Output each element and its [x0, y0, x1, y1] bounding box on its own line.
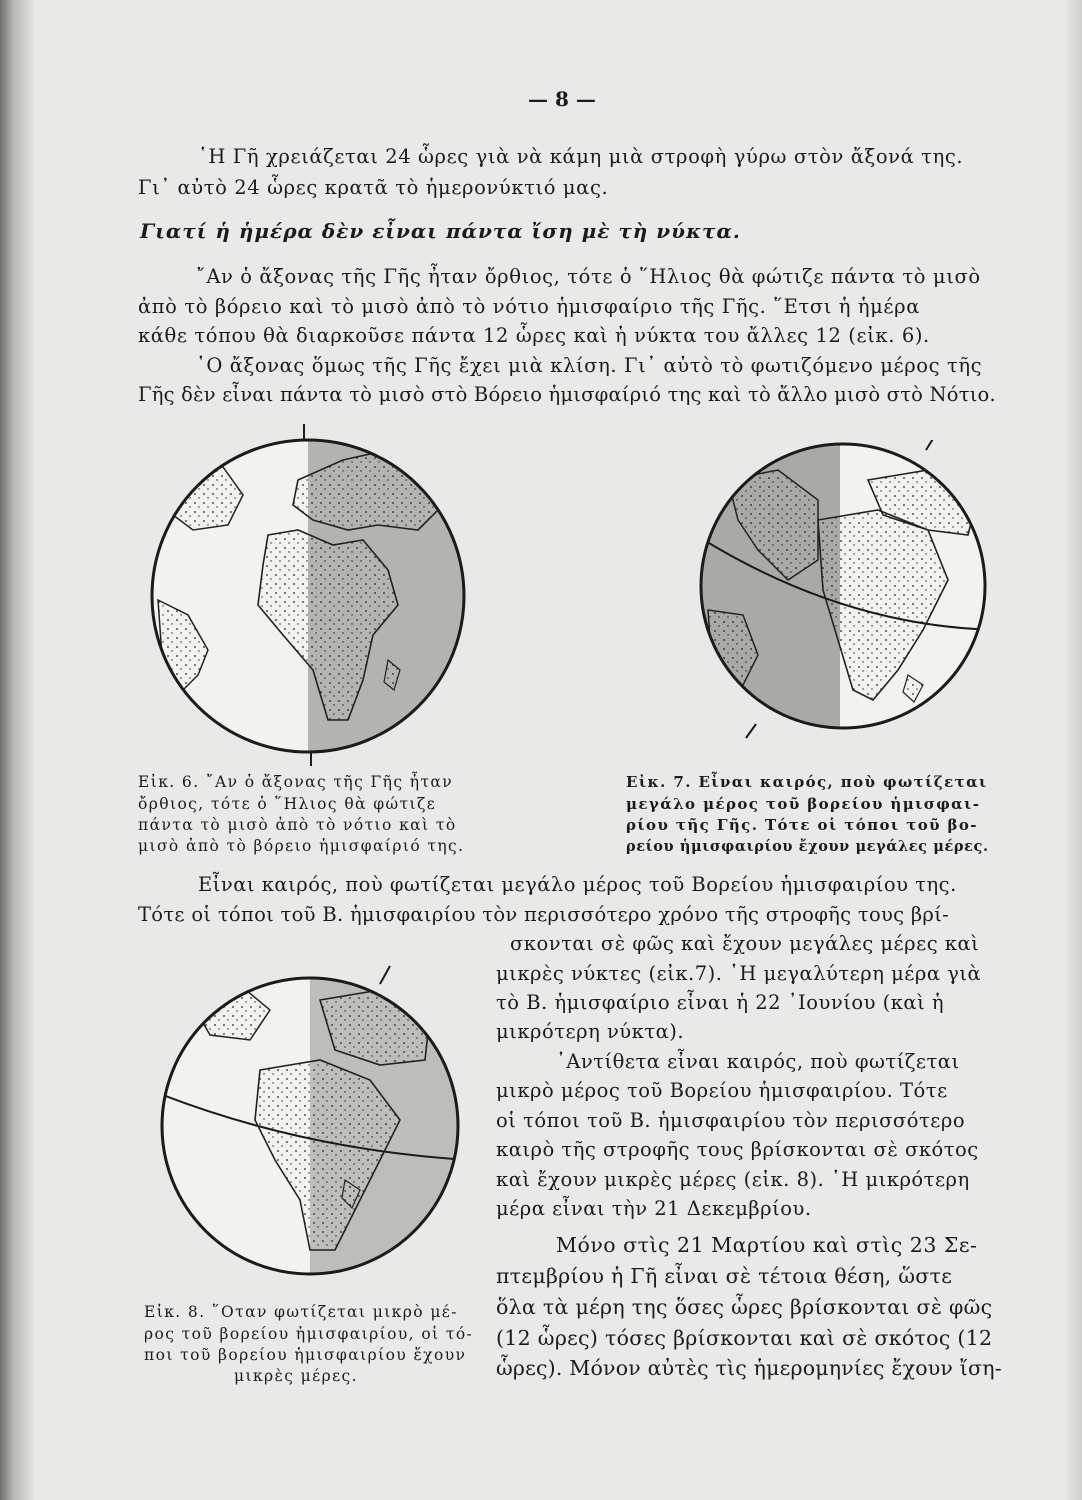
para5-line-5: ὧρες). Μόνον αὐτὲς τὶς ἡμερομηνίες ἔχουν ἴση- — [496, 1356, 1002, 1380]
para4-line-6: μέρα εἶναι τὴν 21 Δεκεμβρίου. — [496, 1197, 812, 1220]
figure-8-globe — [150, 960, 470, 1280]
para5-line-3: ὅλα τὰ μέρη της ὅσες ὧρες βρίσκονται σὲ φῶς — [496, 1295, 993, 1319]
para4-line-5: καὶ ἔχουν μικρὲς μέρες (εἰκ. 8). ῾Η μικρότερη — [496, 1168, 970, 1191]
para4-line-2: μικρὸ μέρος τοῦ Βορείου ἡμισφαιρίου. Τότε — [496, 1079, 948, 1102]
para3-line-1: Εἶναι καιρός, ποὺ φωτίζεται μεγάλο μέρος τοῦ Βορείου ἡμισφαιρίου της. — [198, 873, 957, 896]
para4-line-4: καιρὸ τῆς στροφῆς τους βρίσκονται σὲ σκότος — [496, 1138, 979, 1161]
caption-7-line-1: Εἰκ. 7. Εἶναι καιρός, ποὺ φωτίζεται — [626, 773, 988, 791]
para3-line-4: μικρὲς νύκτες (εἰκ.7). ῾Η μεγαλύτερη μέρα γιὰ — [496, 962, 982, 985]
intro-line-1: ῾Η Γῆ χρειάζεται 24 ὧρες γιὰ νὰ κάμη μιὰ στροφὴ γύρω στὸν ἄξονά της. — [198, 145, 964, 168]
section-heading: Γιατί ἡ ἡμέρα δὲν εἶναι πάντα ἴση μὲ τὴ νύκτα. — [140, 219, 741, 243]
para2-line-2: Γῆς δὲν εἶναι πάντα τὸ μισὸ στὸ Βόρειο ἡμισφαίριό της καὶ τὸ ἄλλο μισὸ στὸ Νότιο. — [138, 383, 996, 406]
para1-line-1: ῎Αν ὁ ἄξονας τῆς Γῆς ἦταν ὄρθιος, τότε ὁ ῞Ηλιος θὰ φώτιζε πάντα τὸ μισὸ — [196, 265, 981, 288]
figure-6-globe — [148, 420, 488, 770]
para1-line-3: κάθε τόπου θὰ διαρκοῦσε πάντα 12 ὧρες καὶ ἡ νύκτα του ἄλλες 12 (εἰκ. 6). — [138, 324, 930, 347]
para5-line-1: Μόνο στὶς 21 Μαρτίου καὶ στὶς 23 Σε- — [556, 1233, 978, 1257]
para5-line-2: πτεμβρίου ἡ Γῆ εἶναι σὲ τέτοια θέση, ὥστε — [496, 1264, 953, 1288]
para3-line-2: Τότε οἱ τόποι τοῦ Β. ἡμισφαιρίου τὸν περισσότερο χρόνο τῆς στροφῆς τους βρί- — [138, 903, 950, 926]
para5-line-4: (12 ὧρες) τόσες βρίσκονται καὶ σὲ σκότος (12 — [496, 1326, 993, 1350]
caption-7-line-3: ρίου τῆς Γῆς. Τότε οἱ τόποι τοῦ βο- — [626, 816, 978, 834]
page-binding-edge — [0, 0, 34, 1500]
page-number: — 8 — — [528, 87, 596, 111]
caption-8-line-1: Εἰκ. 8. ῞Οταν φωτίζεται μικρὸ μέ- — [144, 1303, 458, 1321]
caption-6-line-4: μισὸ ἀπὸ τὸ βόρειο ἡμισφαίριό της. — [138, 837, 465, 855]
caption-6-line-3: πάντα τὸ μισὸ ἀπὸ τὸ νότιο καὶ τὸ — [138, 816, 457, 834]
caption-6-line-1: Εἰκ. 6. ῎Αν ὁ ἄξονας τῆς Γῆς ἦταν — [138, 773, 454, 791]
caption-8-line-4: μικρὲς μέρες. — [234, 1367, 358, 1385]
caption-8-line-2: ρος τοῦ βορείου ἡμισφαιρίου, οἱ τό- — [144, 1325, 474, 1343]
para4-line-3: οἱ τόποι τοῦ Β. ἡμισφαιρίου τὸν περισσότερο — [496, 1109, 966, 1132]
caption-7-line-4: ρείου ἡμισφαιρίου ἔχουν μεγάλες μέρες. — [626, 838, 989, 855]
caption-6-line-2: ὄρθιος, τότε ὁ ῞Ηλιος θὰ φώτιζε — [138, 795, 437, 813]
para2-line-1: ῾Ο ἄξονας ὅμως τῆς Γῆς ἔχει μιὰ κλίση. Γι᾽ αὐτὸ τὸ φωτιζόμενο μέρος τῆς — [196, 354, 983, 377]
intro-line-2: Γι᾽ αὐτὸ 24 ὧρες κρατᾶ τὸ ἡμερονύκτιό μας. — [138, 176, 609, 199]
para4-line-1: ᾽Αντίθετα εἶναι καιρός, ποὺ φωτίζεται — [556, 1050, 960, 1073]
caption-7-line-2: μεγάλο μέρος τοῦ βορείου ἡμισφαι- — [626, 795, 981, 813]
para3-line-3: σκονται σὲ φῶς καὶ ἔχουν μεγάλες μέρες καὶ — [510, 932, 980, 955]
para3-line-5: τὸ Β. ἡμισφαίριο εἶναι ἡ 22 ᾽Ιουνίου (καὶ ἡ — [496, 991, 945, 1014]
caption-8-line-3: ποι τοῦ βορείου ἡμισφαιρίου ἔχουν — [144, 1346, 467, 1364]
figure-7-globe — [668, 440, 1018, 740]
para3-line-6: μικρότερη νύκτα). — [496, 1020, 685, 1043]
page-right-edge — [1064, 0, 1082, 1500]
para1-line-2: ἀπὸ τὸ βόρειο καὶ τὸ μισὸ ἀπὸ τὸ νότιο ἡμισφαίριο τῆς Γῆς. ῞Ετσι ἡ ἡμέρα — [138, 295, 920, 318]
